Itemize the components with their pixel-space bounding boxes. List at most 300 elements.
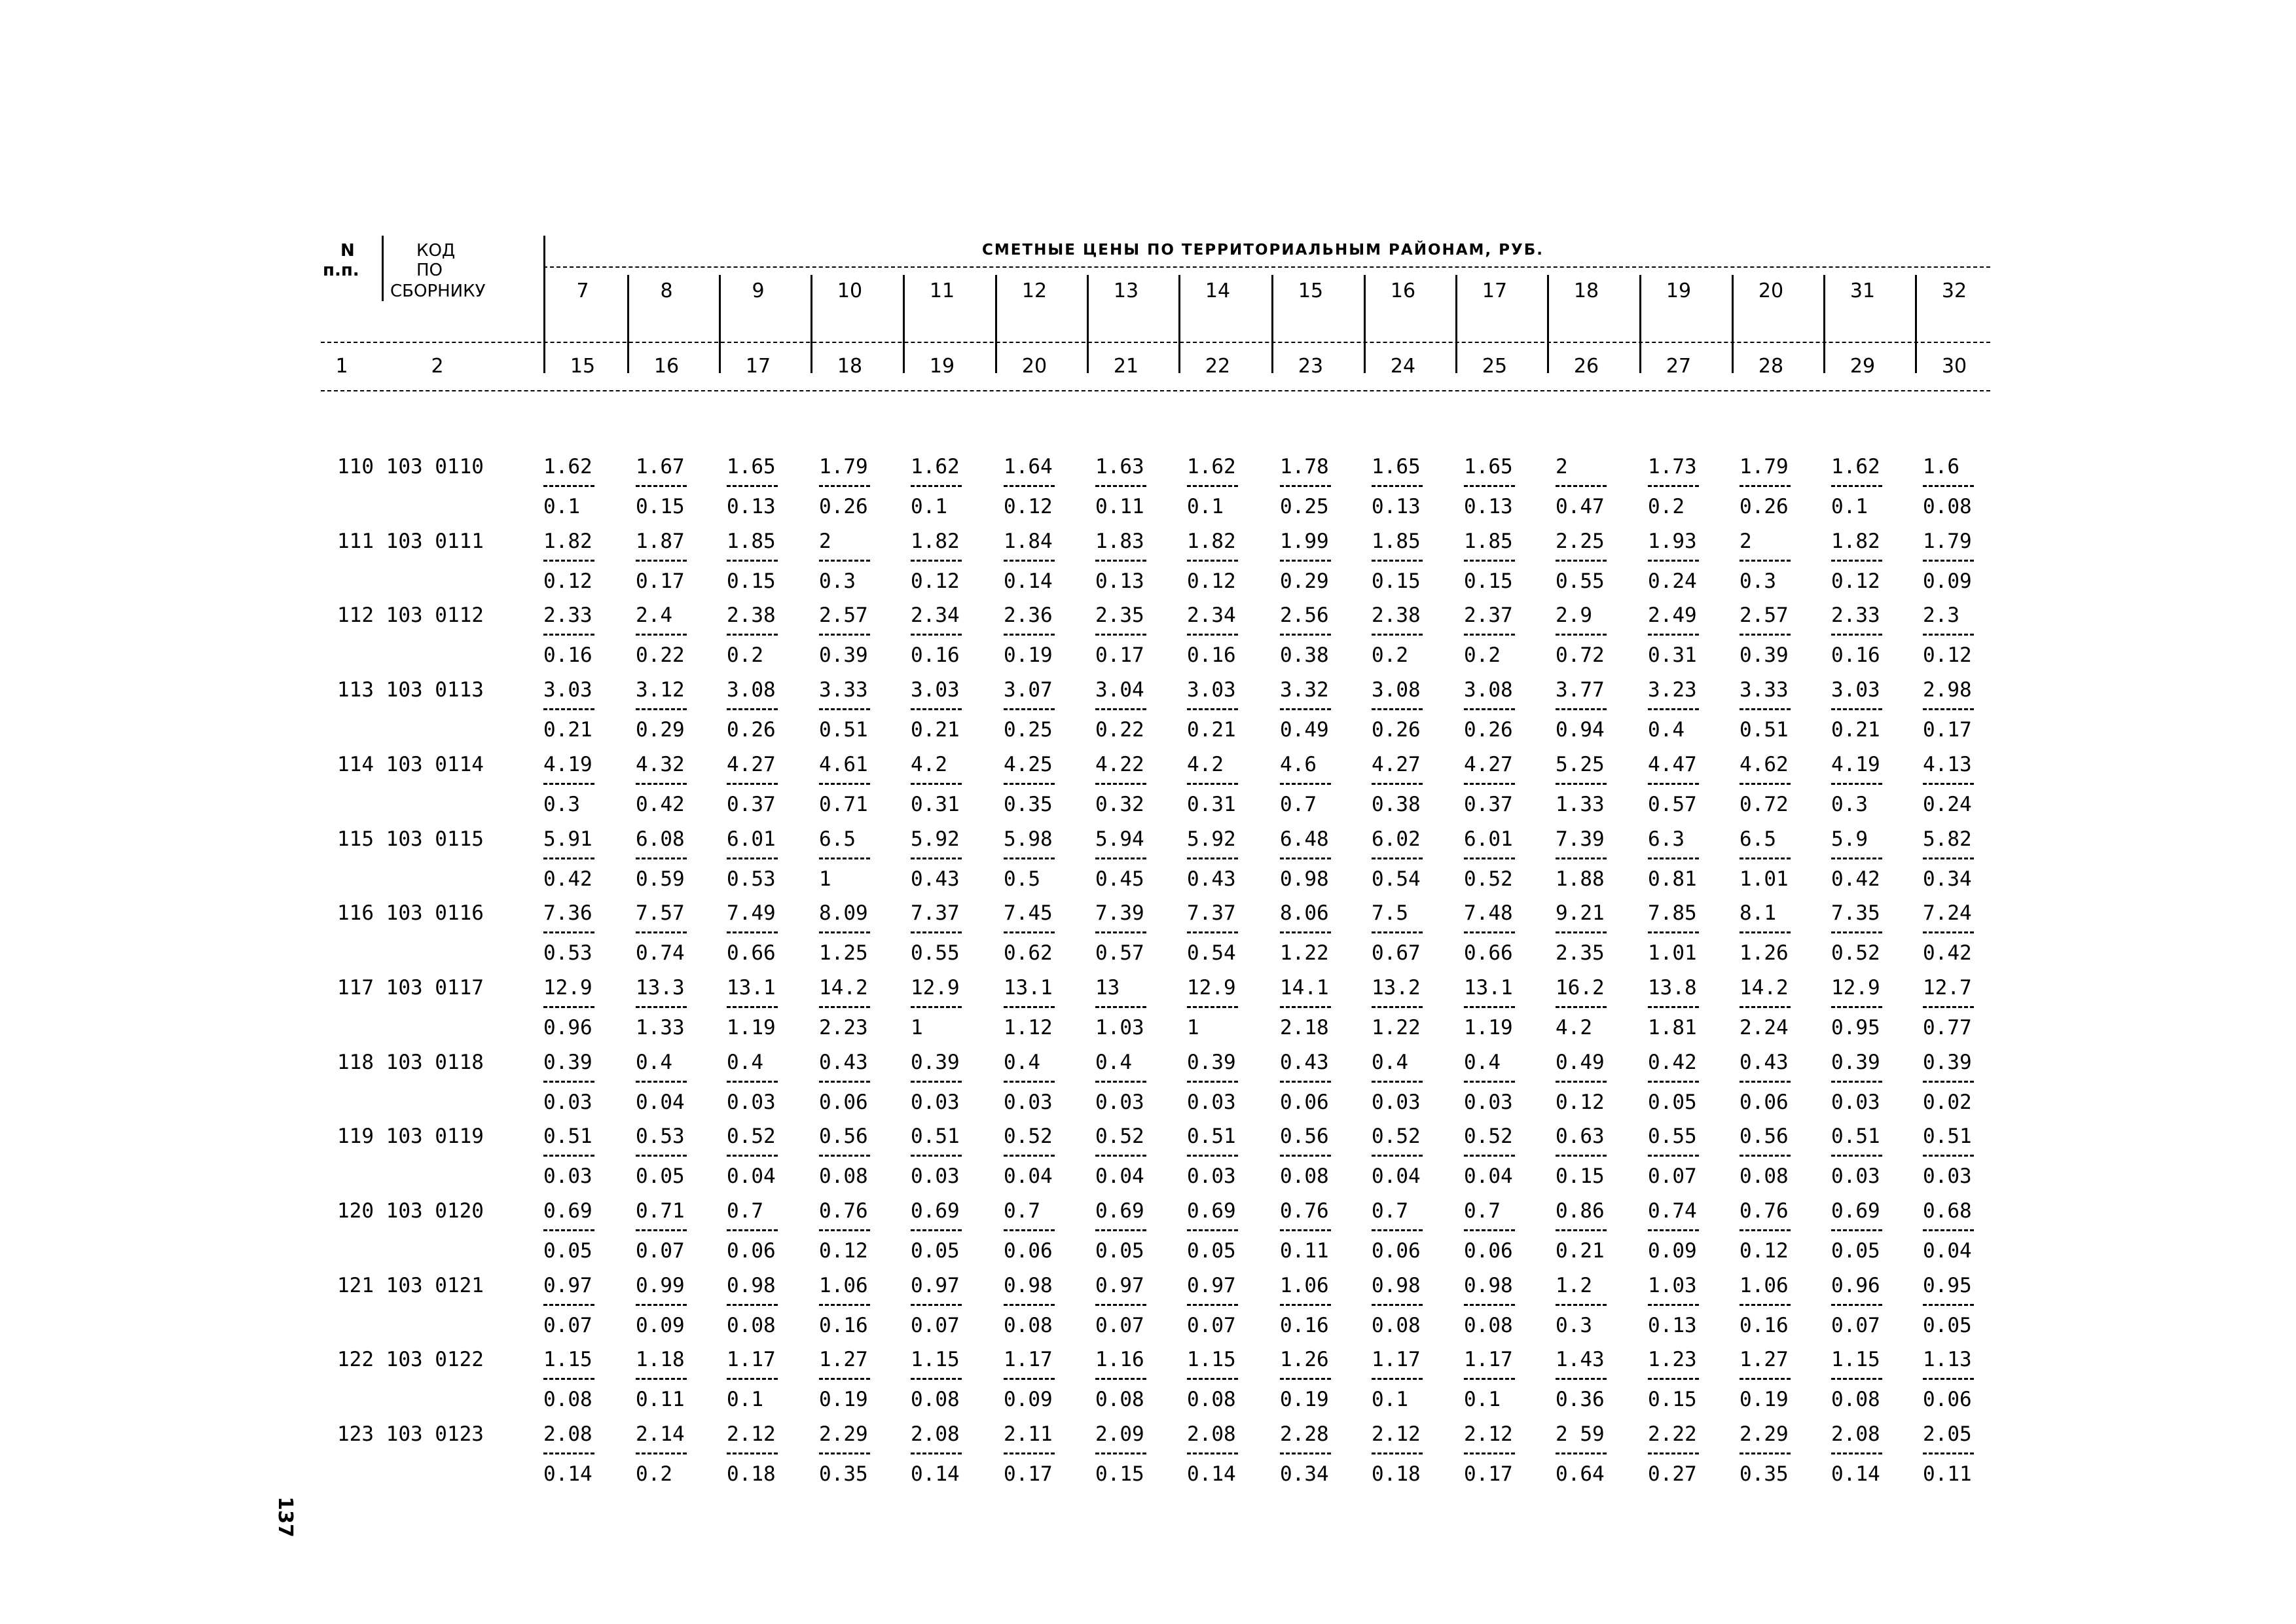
fraction-rule: [819, 1453, 870, 1454]
price-value: 1.82: [911, 529, 960, 553]
price-fraction-value: 0.21: [1556, 1239, 1605, 1263]
fraction-rule: [727, 857, 778, 859]
fraction-rule: [1648, 560, 1699, 562]
price-fraction-value: 0.66: [1464, 941, 1513, 965]
price-value: 2.34: [911, 604, 960, 628]
fraction-rule: [819, 485, 870, 487]
price-value: 0.51: [1831, 1125, 1880, 1149]
price-fraction-value: 0.54: [1187, 941, 1236, 965]
price-fraction-value: 0.12: [543, 569, 592, 593]
column-index: 21: [1113, 355, 1139, 378]
price-fraction-value: 0.94: [1556, 718, 1605, 742]
fraction-rule: [1187, 708, 1238, 710]
fraction-rule: [1372, 1006, 1423, 1008]
price-value: 1.17: [1372, 1348, 1421, 1372]
fraction-rule: [1095, 1081, 1146, 1083]
fraction-rule: [819, 931, 870, 933]
price-value: 1.03: [1648, 1273, 1697, 1297]
price-fraction-value: 2.35: [1556, 941, 1605, 965]
price-value: 2.3: [1923, 604, 1959, 628]
row-code-label: 117 103 0117: [337, 975, 484, 1000]
price-fraction-value: 0.95: [1831, 1015, 1880, 1039]
price-value: 0.97: [1095, 1273, 1144, 1297]
fraction-rule: [636, 1006, 687, 1008]
fraction-rule: [1923, 1006, 1974, 1008]
price-fraction-value: 0.14: [543, 1462, 592, 1487]
fraction-rule: [1648, 1155, 1699, 1157]
price-fraction-value: 0.72: [1740, 792, 1789, 816]
fraction-rule: [1923, 708, 1974, 710]
price-value: 7.45: [1004, 901, 1053, 926]
fraction-rule: [1831, 560, 1882, 562]
price-value: 1.18: [636, 1348, 685, 1372]
header-column-divider: [995, 275, 997, 373]
fraction-rule: [1831, 1006, 1882, 1008]
price-fraction-value: 0.21: [543, 718, 592, 742]
price-value: 0.55: [1648, 1125, 1697, 1149]
price-fraction-value: 0.17: [1004, 1462, 1053, 1487]
price-value: 2 59: [1556, 1422, 1605, 1447]
price-fraction-value: 0.14: [911, 1462, 960, 1487]
price-fraction-value: 0.03: [1004, 1090, 1053, 1114]
price-fraction-value: 0.02: [1923, 1090, 1972, 1114]
price-value: 0.7: [727, 1199, 763, 1223]
fraction-rule: [1740, 560, 1791, 562]
fraction-rule: [1648, 708, 1699, 710]
price-value: 0.4: [1095, 1050, 1132, 1074]
price-fraction-value: 0.2: [1648, 495, 1685, 518]
fraction-rule: [1372, 1378, 1423, 1380]
fraction-rule: [1095, 1006, 1146, 1008]
fraction-rule: [1187, 1304, 1238, 1306]
price-fraction-value: 0.06: [1004, 1239, 1053, 1263]
price-value: 14.2: [819, 975, 868, 1000]
fraction-rule: [1923, 783, 1974, 785]
fraction-rule: [636, 708, 687, 710]
price-value: 7.5: [1372, 901, 1408, 926]
header-column-divider: [1732, 275, 1734, 373]
header-column-divider: [1915, 275, 1917, 373]
price-value: 8.1: [1740, 901, 1776, 926]
price-fraction-value: 0.98: [1280, 867, 1329, 891]
column-index: 15: [570, 355, 596, 378]
fraction-rule: [1648, 931, 1699, 933]
price-value: 12.9: [1187, 975, 1236, 1000]
fraction-rule: [1280, 1229, 1331, 1231]
price-fraction-value: 0.19: [1004, 643, 1053, 668]
price-fraction-value: 0.04: [1923, 1239, 1972, 1263]
price-value: 1.06: [1740, 1273, 1789, 1297]
price-value: 1.79: [1740, 455, 1789, 478]
column-index: 22: [1205, 355, 1231, 378]
fraction-rule: [727, 560, 778, 562]
price-fraction-value: 0.04: [636, 1090, 685, 1114]
fraction-rule: [911, 783, 962, 785]
fraction-rule: [543, 1006, 594, 1008]
column-index: 24: [1390, 355, 1416, 378]
price-fraction-value: 0.17: [636, 569, 685, 593]
price-fraction-value: 0.15: [1372, 569, 1421, 593]
price-fraction-value: 0.08: [727, 1313, 776, 1337]
price-value: 2.37: [1464, 604, 1513, 628]
fraction-rule: [1464, 1006, 1515, 1008]
row-code-label: 112 103 0112: [337, 604, 484, 628]
price-fraction-value: 0.51: [819, 718, 868, 742]
fraction-rule: [543, 1155, 594, 1157]
fraction-rule: [1095, 708, 1146, 710]
price-fraction-value: 0.12: [1556, 1090, 1605, 1114]
price-value: 1.43: [1556, 1348, 1605, 1372]
fraction-rule: [1831, 1304, 1882, 1306]
fraction-rule: [1923, 931, 1974, 933]
fraction-rule: [1464, 1453, 1515, 1454]
price-value: 3.32: [1280, 678, 1329, 702]
price-value: 3.04: [1095, 678, 1144, 702]
price-value: 0.74: [1648, 1199, 1697, 1223]
fraction-rule: [1187, 1081, 1238, 1083]
price-fraction-value: 0.1: [543, 495, 580, 518]
row-code-label: 119 103 0119: [337, 1125, 484, 1149]
price-value: 1.06: [819, 1273, 868, 1297]
price-fraction-value: 0.37: [1464, 792, 1513, 816]
price-fraction-value: 0.3: [1740, 569, 1776, 593]
price-fraction-value: 0.08: [1372, 1313, 1421, 1337]
fraction-rule: [1372, 1229, 1423, 1231]
price-fraction-value: 0.19: [819, 1388, 868, 1412]
fraction-rule: [1740, 1081, 1791, 1083]
price-fraction-value: 0.07: [636, 1239, 685, 1263]
price-fraction-value: 0.34: [1280, 1462, 1329, 1487]
price-fraction-value: 0.14: [1187, 1462, 1236, 1487]
price-value: 0.43: [1740, 1050, 1789, 1074]
price-fraction-value: 0.03: [727, 1090, 776, 1114]
price-fraction-value: 1.33: [636, 1015, 685, 1039]
fraction-rule: [636, 931, 687, 933]
fraction-rule: [543, 1378, 594, 1380]
price-value: 2.12: [1372, 1422, 1421, 1447]
price-value: 3.03: [1831, 678, 1880, 702]
fraction-rule: [543, 1453, 594, 1454]
fraction-rule: [1464, 1229, 1515, 1231]
fraction-rule: [727, 783, 778, 785]
price-value: 1.16: [1095, 1348, 1144, 1372]
fraction-rule: [636, 634, 687, 636]
price-value: 5.91: [543, 827, 592, 851]
fraction-rule: [727, 634, 778, 636]
fraction-rule: [1831, 1378, 1882, 1380]
price-fraction-value: 0.27: [1648, 1462, 1697, 1487]
price-value: 14.1: [1280, 975, 1329, 1000]
row-code-label: 121 103 0121: [337, 1273, 484, 1297]
price-fraction-value: 0.13: [1372, 495, 1421, 518]
price-fraction-value: 1.01: [1648, 941, 1697, 965]
header-column-divider: [1455, 275, 1457, 373]
price-fraction-value: 0.35: [819, 1462, 868, 1487]
price-value: 0.4: [1464, 1050, 1501, 1074]
column-index: 28: [1758, 355, 1784, 378]
price-value: 2.29: [1740, 1422, 1789, 1447]
price-value: 0.69: [911, 1199, 960, 1223]
header-rule: [543, 266, 1990, 268]
fraction-rule: [1923, 857, 1974, 859]
price-fraction-value: 0.43: [911, 867, 960, 891]
column-index: 20: [1021, 355, 1048, 378]
fraction-rule: [636, 1304, 687, 1306]
fraction-rule: [1004, 560, 1055, 562]
price-fraction-value: 0.42: [636, 792, 685, 816]
column-index: 29: [1850, 355, 1876, 378]
fraction-rule: [543, 634, 594, 636]
fraction-rule: [1831, 1081, 1882, 1083]
price-value: 3.08: [1372, 678, 1421, 702]
price-fraction-value: 0.13: [1648, 1313, 1697, 1337]
price-value: 1.65: [727, 455, 776, 478]
price-value: 6.01: [1464, 827, 1513, 851]
header-column-divider: [1087, 275, 1089, 373]
price-fraction-value: 0.08: [1095, 1388, 1144, 1412]
price-value: 3.03: [911, 678, 960, 702]
fraction-rule: [911, 857, 962, 859]
fraction-rule: [1556, 485, 1607, 487]
price-fraction-value: 0.42: [1923, 941, 1972, 965]
price-fraction-value: 0.1: [1831, 495, 1868, 518]
price-value: 4.27: [1372, 752, 1421, 776]
fraction-rule: [1187, 931, 1238, 933]
price-fraction-value: 0.18: [1372, 1462, 1421, 1487]
fraction-rule: [543, 560, 594, 562]
price-fraction-value: 0.38: [1372, 792, 1421, 816]
fraction-rule: [1004, 1304, 1055, 1306]
price-fraction-value: 0.03: [911, 1164, 960, 1189]
price-value: 1.83: [1095, 529, 1144, 553]
price-value: 2.11: [1004, 1422, 1053, 1447]
price-value: 0.96: [1831, 1273, 1880, 1297]
price-value: 1.63: [1095, 455, 1144, 478]
price-value: 7.35: [1831, 901, 1880, 926]
fraction-rule: [727, 485, 778, 487]
price-value: 6.01: [727, 827, 776, 851]
header-column-divider: [811, 275, 812, 373]
price-fraction-value: 0.21: [1187, 718, 1236, 742]
price-value: 3.33: [1740, 678, 1789, 702]
price-fraction-value: 0.05: [911, 1239, 960, 1263]
price-fraction-value: 0.77: [1923, 1015, 1972, 1039]
row-code-label: 118 103 0118: [337, 1050, 484, 1074]
fraction-rule: [911, 1155, 962, 1157]
price-value: 0.69: [1187, 1199, 1236, 1223]
price-fraction-value: 0.35: [1740, 1462, 1789, 1487]
price-fraction-value: 0.08: [1740, 1164, 1789, 1189]
price-fraction-value: 2.24: [1740, 1015, 1789, 1039]
price-value: 0.98: [1464, 1273, 1513, 1297]
price-fraction-value: 0.15: [1556, 1164, 1605, 1189]
price-value: 0.52: [1004, 1125, 1053, 1149]
fraction-rule: [727, 1006, 778, 1008]
fraction-rule: [1923, 1081, 1974, 1083]
price-fraction-value: 0.06: [1740, 1090, 1789, 1114]
fraction-rule: [727, 1081, 778, 1083]
fraction-rule: [1740, 931, 1791, 933]
price-fraction-value: 0.1: [1187, 495, 1224, 518]
fraction-rule: [727, 1229, 778, 1231]
price-fraction-value: 1.01: [1740, 867, 1789, 891]
price-value: 0.98: [1004, 1273, 1053, 1297]
price-fraction-value: 0.3: [1556, 1313, 1592, 1337]
price-value: 1.23: [1648, 1348, 1697, 1372]
fraction-rule: [727, 1304, 778, 1306]
price-value: 8.09: [819, 901, 868, 926]
price-fraction-value: 0.09: [1648, 1239, 1697, 1263]
fraction-rule: [543, 485, 594, 487]
fraction-rule: [1004, 1006, 1055, 1008]
fraction-rule: [1280, 1453, 1331, 1454]
price-value: 0.63: [1556, 1125, 1605, 1149]
header-rule: [321, 342, 1990, 343]
price-value: 7.37: [1187, 901, 1236, 926]
price-fraction-value: 1.26: [1740, 941, 1789, 965]
price-value: 2.22: [1648, 1422, 1697, 1447]
price-value: 1.99: [1280, 529, 1329, 553]
column-index: 30: [1941, 355, 1967, 378]
fraction-rule: [1280, 708, 1331, 710]
price-value: 0.42: [1648, 1050, 1697, 1074]
price-fraction-value: 0.66: [727, 941, 776, 965]
price-fraction-value: 0.25: [1280, 495, 1329, 518]
fraction-rule: [1280, 931, 1331, 933]
region-number: 9: [752, 280, 765, 302]
price-fraction-value: 0.07: [1095, 1313, 1144, 1337]
price-fraction-value: 0.12: [1923, 643, 1972, 668]
price-fraction-value: 0.06: [1923, 1388, 1972, 1412]
region-number: 16: [1390, 280, 1416, 302]
price-value: 2.49: [1648, 604, 1697, 628]
price-value: 5.98: [1004, 827, 1053, 851]
fraction-rule: [1187, 560, 1238, 562]
price-fraction-value: 0.16: [1831, 643, 1880, 668]
fraction-rule: [1187, 857, 1238, 859]
price-value: 3.08: [727, 678, 776, 702]
price-value: 3.77: [1556, 678, 1605, 702]
column-index: 23: [1298, 355, 1324, 378]
price-value: 1.82: [543, 529, 592, 553]
price-value: 0.39: [543, 1050, 592, 1074]
fraction-rule: [1372, 1155, 1423, 1157]
price-fraction-value: 0.26: [727, 718, 776, 742]
fraction-rule: [1556, 1229, 1607, 1231]
fraction-rule: [1648, 1304, 1699, 1306]
fraction-rule: [819, 1006, 870, 1008]
price-fraction-value: 0.1: [727, 1388, 763, 1412]
fraction-rule: [1464, 560, 1515, 562]
price-fraction-value: 0.08: [543, 1388, 592, 1412]
price-fraction-value: 0.16: [819, 1313, 868, 1337]
fraction-rule: [1740, 1229, 1791, 1231]
price-value: 0.7: [1464, 1199, 1501, 1223]
price-value: 6.5: [819, 827, 856, 851]
price-value: 2.05: [1923, 1422, 1972, 1447]
fraction-rule: [1831, 857, 1882, 859]
fraction-rule: [1280, 1155, 1331, 1157]
price-value: 0.71: [636, 1199, 685, 1223]
price-value: 0.39: [1187, 1050, 1236, 1074]
fraction-rule: [1556, 560, 1607, 562]
price-value: 0.51: [543, 1125, 592, 1149]
price-value: 2.29: [819, 1422, 868, 1447]
fraction-rule: [911, 1006, 962, 1008]
fraction-rule: [1280, 1378, 1331, 1380]
price-fraction-value: 0.26: [1464, 718, 1513, 742]
price-value: 0.56: [1280, 1125, 1329, 1149]
price-value: 13: [1095, 975, 1120, 1000]
header-kod: КОД: [416, 241, 456, 261]
price-fraction-value: 0.39: [1740, 643, 1789, 668]
fraction-rule: [1004, 485, 1055, 487]
region-number: 31: [1850, 280, 1876, 302]
price-fraction-value: 0.12: [1831, 569, 1880, 593]
price-value: 2.9: [1556, 604, 1592, 628]
price-value: 4.62: [1740, 752, 1789, 776]
price-fraction-value: 0.14: [1831, 1462, 1880, 1487]
price-value: 0.7: [1372, 1199, 1408, 1223]
price-value: 12.9: [1831, 975, 1880, 1000]
price-fraction-value: 0.71: [819, 792, 868, 816]
price-fraction-value: 0.15: [1095, 1462, 1144, 1487]
fraction-rule: [1095, 1453, 1146, 1454]
price-value: 4.61: [819, 752, 868, 776]
price-fraction-value: 0.96: [543, 1015, 592, 1039]
fraction-rule: [1187, 1006, 1238, 1008]
fraction-rule: [1187, 1155, 1238, 1157]
price-value: 12.9: [911, 975, 960, 1000]
header-divider: [382, 236, 384, 301]
fraction-rule: [727, 931, 778, 933]
price-value: 7.24: [1923, 901, 1972, 926]
price-value: 2: [819, 529, 831, 553]
price-value: 3.23: [1648, 678, 1697, 702]
price-fraction-value: 0.39: [819, 643, 868, 668]
price-fraction-value: 0.3: [543, 792, 580, 816]
price-value: 2.56: [1280, 604, 1329, 628]
price-value: 2.12: [1464, 1422, 1513, 1447]
price-value: 4.22: [1095, 752, 1144, 776]
price-value: 0.97: [1187, 1273, 1236, 1297]
price-value: 0.53: [636, 1125, 685, 1149]
fraction-rule: [819, 560, 870, 562]
fraction-rule: [819, 708, 870, 710]
price-value: 0.97: [543, 1273, 592, 1297]
fraction-rule: [1004, 931, 1055, 933]
header-n: N: [340, 241, 355, 261]
price-fraction-value: 0.5: [1004, 867, 1040, 891]
price-fraction-value: 0.59: [636, 867, 685, 891]
price-value: 1.62: [543, 455, 592, 478]
fraction-rule: [727, 1155, 778, 1157]
region-number: 18: [1573, 280, 1599, 302]
fraction-rule: [1187, 1453, 1238, 1454]
price-value: 1.17: [727, 1348, 776, 1372]
price-value: 2.35: [1095, 604, 1144, 628]
price-value: 1.27: [1740, 1348, 1789, 1372]
fraction-rule: [1372, 708, 1423, 710]
fraction-rule: [1648, 1081, 1699, 1083]
price-fraction-value: 0.06: [1280, 1090, 1329, 1114]
price-fraction-value: 0.17: [1095, 643, 1144, 668]
price-value: 2.08: [1831, 1422, 1880, 1447]
fraction-rule: [1464, 1155, 1515, 1157]
row-code-label: 122 103 0122: [337, 1348, 484, 1372]
price-value: 1.64: [1004, 455, 1053, 478]
price-value: 1.85: [1372, 529, 1421, 553]
